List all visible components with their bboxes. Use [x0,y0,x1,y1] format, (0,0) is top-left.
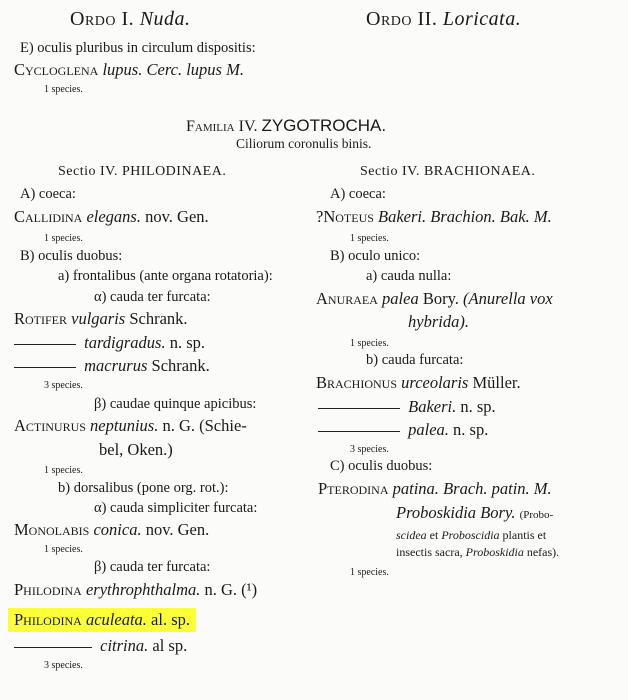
genus: Monolabis [14,520,90,539]
species: Proboskidia [396,503,477,522]
species-count: 1 species. [350,567,389,578]
proboscidea-line [396,528,546,543]
insectis-line [396,545,559,560]
citrina-entry [14,636,187,656]
species: conica. [93,520,142,539]
genus: Pterodina [318,479,389,498]
right-sectio-heading: Sectio IV. BRACHIONAEA. [360,164,536,179]
species: palea [382,289,419,308]
a-frontalibus: a) frontalibus (ante organa rotatoria): [58,268,273,284]
ordo-1-heading [70,8,191,31]
anuraea-continuation: hybrida). [408,312,469,331]
familia-heading [186,116,386,136]
species: macrurus [84,356,148,375]
genus: Rotifer [14,309,68,328]
word: nefas). [526,545,560,559]
monolabis-entry [14,520,209,540]
familia-subtitle: Ciliorum coronulis binis. [236,136,372,151]
species: neptunius. [90,416,159,435]
ditto-line [14,367,76,368]
ordo-name: Nuda. [139,8,191,30]
cycloglena-entry [14,60,244,80]
note: n. sp. [460,397,496,416]
note: n. sp. [453,420,489,439]
beta-ter: β) cauda ter furcata: [94,559,211,575]
ditto-line [318,408,400,409]
actinurus-entry [14,416,247,436]
species-count: 1 species. [44,465,83,476]
note: (Probo- [519,509,554,521]
actinurus-continuation: bel, Oken.) [99,440,173,459]
species-count: 1 species. [44,84,83,95]
note: nov. Gen. [145,207,209,226]
note: al. sp. [151,610,191,629]
philodina-aculeata-entry-highlighted [8,608,196,632]
reference: Cerc. lupus M. [146,60,244,79]
species-count: 3 species. [44,660,83,671]
word: plantis et [502,528,547,542]
a-coeca-right: A) coeca: [330,186,386,202]
e-oculis-line: E) oculis pluribus in circulum dispositis: [20,40,256,56]
callidina-entry [14,207,209,227]
note: n. G. (¹) [204,580,258,599]
species: Bakeri. [408,397,457,416]
species: aculeata. [85,610,147,629]
word: Proboskidia [465,545,524,559]
species: elegans. [86,207,141,226]
genus: Philodina [14,610,82,629]
ordo-label: Ordo [70,8,117,30]
species: patina. [392,479,439,498]
reference: Brachion. Bak. M. [430,207,552,226]
species: Bakeri. [378,207,427,226]
species-count: 1 species. [44,544,83,555]
a-coeca: A) coeca: [20,186,76,202]
macrurus-entry [14,356,210,376]
species-count: 1 species. [44,233,83,244]
genus: ?Noteus [316,207,374,226]
beta-caudae: β) caudae quinque apicibus: [94,396,257,412]
genus: Callidina [14,207,83,226]
ditto-line [14,647,92,648]
genus: Philodina [14,580,82,599]
word: insectis sacra, [396,545,463,559]
word: Proboscidia [441,528,500,542]
tardigradus-entry [14,333,205,353]
species: urceolaris [401,373,469,392]
genus: Anuraea [316,289,378,308]
species: vulgaris [71,309,126,328]
philodina-erythrophthalma-entry [14,580,257,600]
bakeri-entry [318,397,496,417]
species-count: 3 species. [44,380,83,391]
familia-number: IV. [238,118,258,135]
author: Bory. [422,289,459,308]
species-count: 1 species. [350,338,389,349]
ditto-line [318,431,400,432]
note: n. sp. [169,333,205,352]
ordo-number: II. [417,8,438,30]
species: palea. [408,420,449,439]
reference: Brach. patin. M. [443,479,552,498]
ordo-label: Ordo [366,8,413,30]
author: Bory. [480,503,516,522]
author: Schrank. [129,309,188,328]
noteus-entry [316,207,552,227]
word: et [429,528,439,542]
a-cauda-nulla: a) cauda nulla: [366,268,452,284]
proboskidia-line [396,503,553,523]
b-oculo-unico: B) oculo unico: [330,248,421,264]
ordo-name: Loricata. [442,8,522,30]
note: nov. Gen. [145,520,210,539]
ditto-line [14,344,76,345]
b-cauda-furcata: b) cauda furcata: [366,352,464,368]
note: al sp. [152,636,188,655]
anuraea-entry [316,289,553,309]
brachionus-entry [316,373,521,393]
genus: Actinurus [14,416,86,435]
ordo-2-heading [366,8,521,31]
b-dorsalibus: b) dorsalibus (pone org. rot.): [58,480,229,496]
left-sectio-heading: Sectio IV. PHILODINAEA. [58,164,227,179]
species: tardigradus. [84,333,166,352]
b-oculis-duobus: B) oculis duobus: [20,248,123,264]
familia-label: Familia [186,118,235,135]
palea-entry [318,420,488,440]
rotifer-entry [14,309,188,329]
species: erythrophthalma. [85,580,201,599]
species: lupus. [102,60,143,79]
genus: Brachionus [316,373,398,392]
species-count: 1 species. [350,233,389,244]
pterodina-entry [318,479,552,499]
ordo-number: I. [121,8,135,30]
species: citrina. [100,636,149,655]
species-count: 3 species. [350,444,389,455]
familia-name: ZYGOTROCHA. [261,116,387,135]
word: scidea [396,528,427,542]
author: Schrank. [151,356,210,375]
alpha-cauda-ter: α) cauda ter furcata: [94,289,211,305]
genus: Cycloglena [14,60,99,79]
alpha-simpliciter: α) cauda simpliciter furcata: [94,500,258,516]
c-oculis-duobus: C) oculis duobus: [330,458,433,474]
reference: (Anurella vox [463,289,553,308]
author: Müller. [472,373,521,392]
note: n. G. (Schie- [162,416,247,435]
